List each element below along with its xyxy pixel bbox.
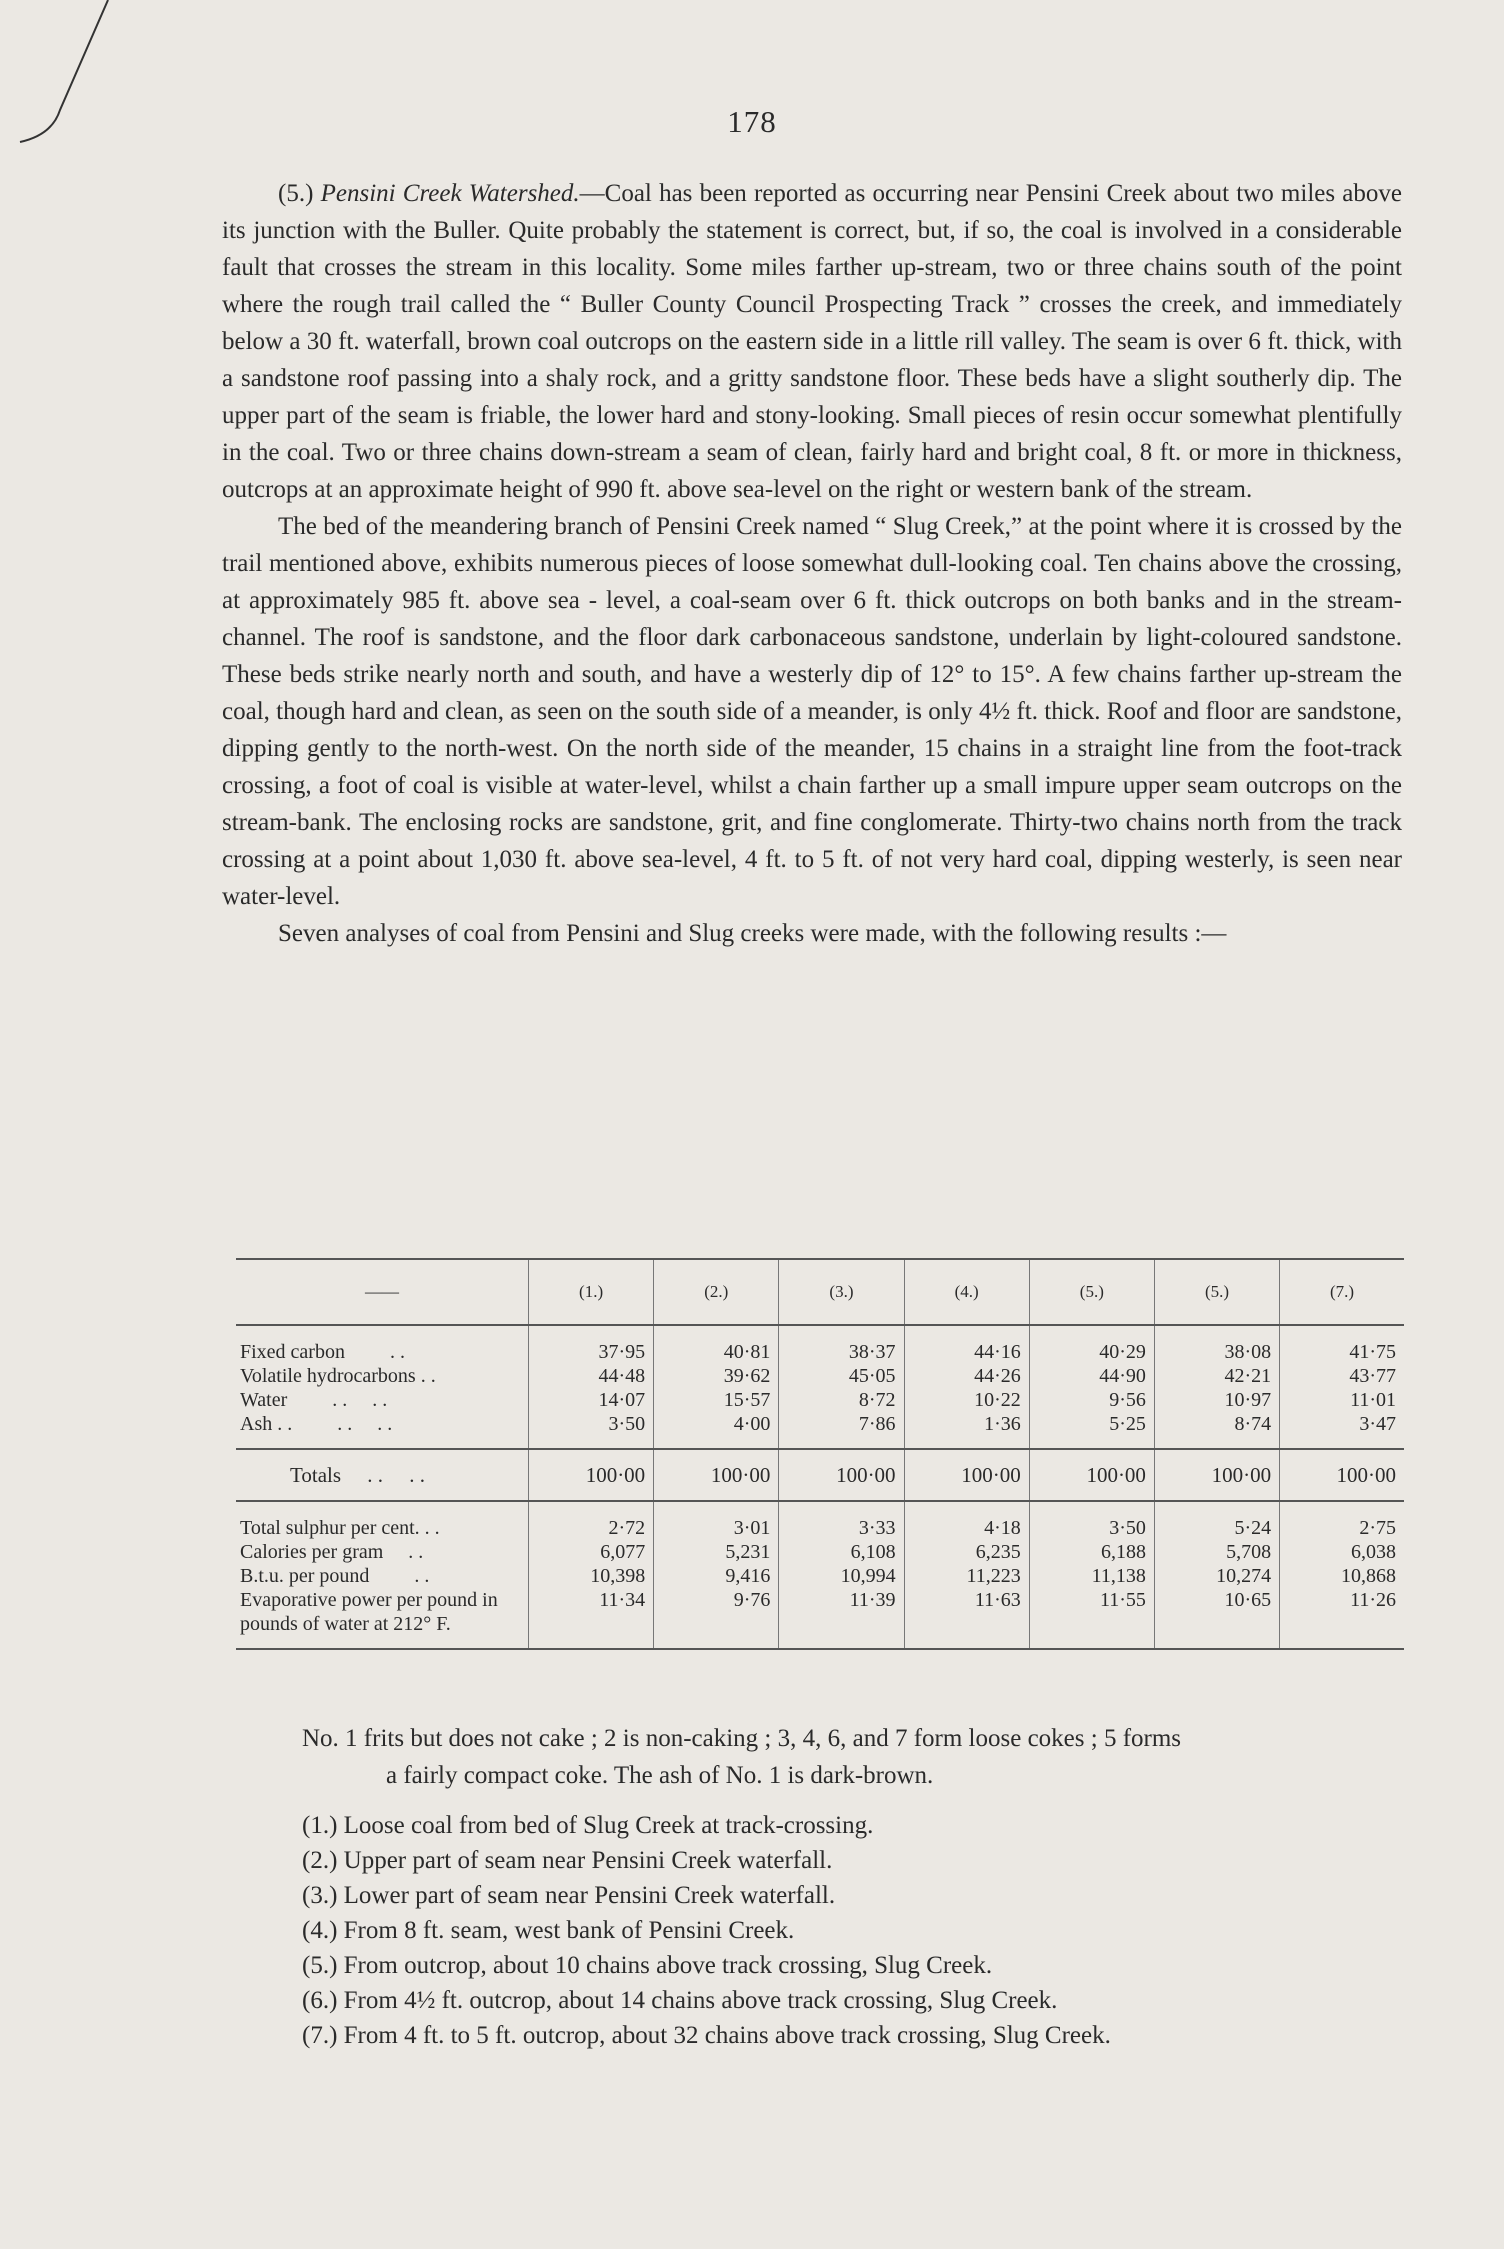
table-cell: 45·05 [779,1364,904,1388]
table-cell: 38·08 [1154,1325,1279,1364]
table-cell: 43·77 [1280,1364,1404,1388]
table-row [236,1540,1404,1564]
table-row [236,1364,1404,1388]
table-cell: 44·90 [1029,1364,1154,1388]
column-header: (7.) [1280,1259,1404,1325]
table-cell: 6,077 [529,1540,654,1564]
table-cell: 40·81 [654,1325,779,1364]
note-line: a fairly compact coke. The ash of No. 1 is dark-brown. [386,1762,934,1789]
table-cell: 6,235 [904,1540,1029,1564]
list-item: (4.) From 8 ft. seam, west bank of Pensini Creek. [302,1917,795,1944]
table-row [236,1564,1404,1588]
table-cell: 9·56 [1029,1388,1154,1412]
table-cell: 100·00 [529,1449,654,1501]
column-header: (5.) [1154,1259,1279,1325]
table-cell: 44·48 [529,1364,654,1388]
column-header: (5.) [1029,1259,1154,1325]
table-notes [302,1720,1422,1794]
table-cell: 2·72 [529,1501,654,1540]
page-number: 178 [727,104,777,139]
row-label: B.t.u. per pound . . [240,1565,430,1587]
section-title: Pensini Creek Watershed. [320,180,580,207]
list-item: (1.) Loose coal from bed of Slug Creek at track-crossing. [302,1812,874,1839]
table-cell: 3·01 [654,1501,779,1540]
row-label: Ash . . . . . . [240,1413,393,1435]
table-cell: 10·22 [904,1388,1029,1412]
list-item: (7.) From 4 ft. to 5 ft. outcrop, about 32 chains above track crossing, Slug Creek. [302,2022,1111,2049]
table-cell: 40·29 [1029,1325,1154,1364]
table-cell: 14·07 [529,1388,654,1412]
table-cell: 11·39 [779,1588,904,1649]
row-label: Totals . . . . [236,1449,529,1501]
body-text [222,175,1402,952]
table-cell: 8·72 [779,1388,904,1412]
table-cell: 39·62 [654,1364,779,1388]
table-cell: 11,223 [904,1564,1029,1588]
table-cell: 37·95 [529,1325,654,1364]
table-cell: 42·21 [1154,1364,1279,1388]
table-cell: 100·00 [654,1449,779,1501]
table-cell: 10,274 [1154,1564,1279,1588]
table-cell: 3·50 [529,1412,654,1449]
table-cell: 100·00 [779,1449,904,1501]
row-label: Total sulphur per cent. . . [240,1517,440,1539]
paragraph-slug-creek: The bed of the meandering branch of Pensini Creek named “ Slug Creek,” at the point where it is crossed by the trail mentioned above, exhibits numerous pieces of loose somewhat dull-looking coal. Ten chains above the crossing, at approximately 985 ft. above sea - level, a coal-seam over 6 ft. thick outcrops on both banks and in the stream-channel. The roof is sandstone, and the floor dark carbonaceous sandstone, underlain by light-coloured sandstone. These beds strike nearly north and south, and have a westerly dip of 12° to 15°. A few chains farther up-stream the coal, though hard and clean, as seen on the south side of a meander, is only 4½ ft. thick. Roof and floor are sandstone, dipping gently to the north-west. On the north side of the meander, 15 chains in a straight line from the foot-track crossing, a foot of coal is visible at water-level, whilst a chain farther up a small impure upper seam outcrops on the stream-bank. The enclosing rocks are sandstone, grit, and fine conglomerate. Thirty-two chains north from the track crossing at a point about 1,030 ft. above sea-level, 4 ft. to 5 ft. of not very hard coal, dipping westerly, is seen near water-level. [222,513,1402,910]
table-row [236,1412,1404,1449]
column-header: (3.) [779,1259,904,1325]
table-cell: 100·00 [1154,1449,1279,1501]
table-cell: 100·00 [904,1449,1029,1501]
row-label: Evaporative power per pound in pounds of water at 212° F. [240,1589,498,1635]
coal-analysis-table [236,1258,1404,1650]
paragraph-analyses-intro: Seven analyses of coal from Pensini and Slug creeks were made, with the following results :— [278,920,1227,947]
column-header: (1.) [529,1259,654,1325]
section-number: (5.) [278,180,321,207]
table-row [236,1588,1404,1649]
table-cell: 10,398 [529,1564,654,1588]
list-item: (6.) From 4½ ft. outcrop, about 14 chains above track crossing, Slug Creek. [302,1987,1058,2014]
table-cell: 6,188 [1029,1540,1154,1564]
list-item: (2.) Upper part of seam near Pensini Creek waterfall. [302,1847,833,1874]
row-label: Fixed carbon . . [240,1341,405,1363]
table-cell: 44·16 [904,1325,1029,1364]
table-cell: 3·47 [1280,1412,1404,1449]
table-cell: 11·55 [1029,1588,1154,1649]
table-cell: 3·50 [1029,1501,1154,1540]
table-cell: 38·37 [779,1325,904,1364]
table-cell: 11·63 [904,1588,1029,1649]
table-cell: 1·36 [904,1412,1029,1449]
row-label: Calories per gram . . [240,1541,424,1563]
table-cell: 6,038 [1280,1540,1404,1564]
table-cell: 10,868 [1280,1564,1404,1588]
table-cell: 15·57 [654,1388,779,1412]
row-label: Volatile hydrocarbons . . [240,1365,436,1387]
table-header-row [236,1259,1404,1325]
row-label: Water . . . . [240,1389,388,1411]
table-cell: 10·97 [1154,1388,1279,1412]
list-item: (3.) Lower part of seam near Pensini Creek waterfall. [302,1882,836,1909]
table-cell: 100·00 [1280,1449,1404,1501]
table-cell: 44·26 [904,1364,1029,1388]
table-cell: 10·65 [1154,1588,1279,1649]
paragraph-pensini-creek [222,175,1402,508]
table-row [236,1325,1404,1364]
table-row [236,1388,1404,1412]
table-cell: 7·86 [779,1412,904,1449]
table-cell: 6,108 [779,1540,904,1564]
list-item: (5.) From outcrop, about 10 chains above track crossing, Slug Creek. [302,1952,993,1979]
table-cell: 5·24 [1154,1501,1279,1540]
totals-row [236,1449,1404,1501]
table-cell: 3·33 [779,1501,904,1540]
table-cell: 8·74 [1154,1412,1279,1449]
table-cell: 9,416 [654,1564,779,1588]
table-cell: 5,231 [654,1540,779,1564]
table-row [236,1501,1404,1540]
table-cell: 4·18 [904,1501,1029,1540]
table-cell: 2·75 [1280,1501,1404,1540]
table-corner: —— [236,1259,529,1325]
table-cell: 11·26 [1280,1588,1404,1649]
table-cell: 5,708 [1154,1540,1279,1564]
table-cell: 9·76 [654,1588,779,1649]
paragraph-text: —Coal has been reported as occurring near Pensini Creek about two miles above its junction with the Buller. Quite probably the statement is correct, but, if so, the coal is involved in a considerable fault that crosses the stream in this locality. Some miles farther up-stream, two or three chains south of the point where the rough trail called the “ Buller County Council Prospecting Track ” crosses the creek, and immediately below a 30 ft. waterfall, brown coal outcrops on the eastern side in a little rill valley. The seam is over 6 ft. thick, with a sandstone roof passing into a shaly rock, and a gritty sandstone floor. These beds have a slight southerly dip. The upper part of the seam is friable, the lower hard and stony-looking. Small pieces of resin occur somewhat plentifully in the coal. Two or three chains down-stream a seam of clean, fairly hard and bright coal, 8 ft. or more in thickness, outcrops at an approximate height of 990 ft. above sea-level on the right or western bank of the stream. [222,180,1402,503]
table-cell: 11·34 [529,1588,654,1649]
table-cell: 11,138 [1029,1564,1154,1588]
table-cell: 100·00 [1029,1449,1154,1501]
table-cell: 10,994 [779,1564,904,1588]
column-header: (4.) [904,1259,1029,1325]
note-line: No. 1 frits but does not cake ; 2 is non-caking ; 3, 4, 6, and 7 form loose cokes ; 5 forms [302,1725,1182,1752]
table-cell: 5·25 [1029,1412,1154,1449]
table-cell: 4·00 [654,1412,779,1449]
sample-list [302,1808,1111,2053]
column-header: (2.) [654,1259,779,1325]
table-cell: 41·75 [1280,1325,1404,1364]
table-cell: 11·01 [1280,1388,1404,1412]
